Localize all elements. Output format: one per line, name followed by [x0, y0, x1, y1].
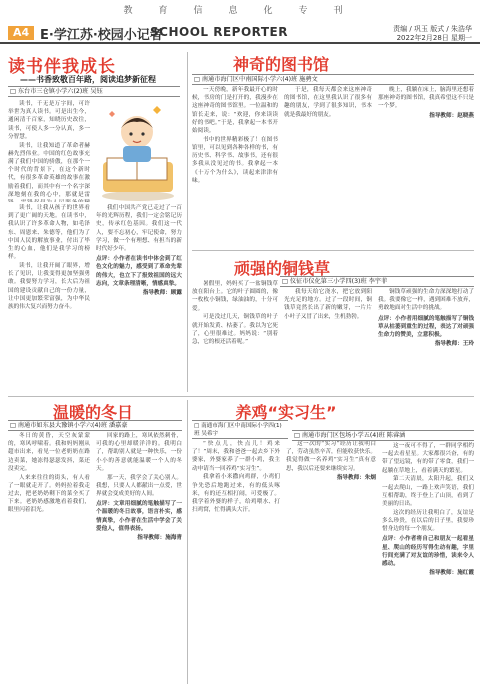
teacher-signature: 指导教师：朱炯: [336, 474, 376, 481]
article-byline: □ 南通市海门区包场小学五(4)班 陈睿涵: [292, 430, 474, 441]
paragraph: 冬日的黄昏，天空灰蒙蒙的，寒风呼啸着。我和妈妈刚从超市出来，看见一位老奶奶在路边卖菜，她冻得瑟瑟发抖，菜还没卖完。: [8, 433, 90, 472]
paragraph: 这一夜可不得了，一群同学相约一起去看星星。大家都很兴奋，有的带了望远镜，有的带了零食，我们一起躺在草地上，看着满天的繁星。: [382, 443, 474, 474]
column-divider: [187, 400, 188, 684]
paragraph: 第二天清晨，太阳升起，我们又一起去爬山，一路上欢声笑语，我们互相帮助，终于登上了山顶，看到了美丽的日出。: [382, 476, 474, 508]
article-subtitle: ——书香致敬百年路，阅读追梦新征程: [20, 75, 156, 84]
paragraph: 我每天给它浇水，把它放到阳光充足的地方。过了一段时间，铜钱草竟然长出了新的嫩芽，一片片小叶子又冒了出来，生机勃勃。: [284, 289, 372, 320]
article-3-column-2: [96, 432, 182, 684]
editor-line: 责编 / 巩玉 版式 / 朱浩华: [393, 25, 472, 33]
teacher-signature: 指导教师：王玲: [434, 341, 474, 348]
date-line: 2022年2月28日 星期一: [396, 34, 472, 42]
paragraph: “快点儿，快点儿！鸡来了！”周末，我和爸爸一起去乡下外婆家，外婆家养了一群小鸡，我主动申请当一回养鸡“实习生”。: [192, 441, 280, 472]
page-number-badge: A4: [8, 26, 34, 40]
paragraph: 读书，让我开阔了眼界，增长了见识，让我变得更加坚强勇敢。我要努力学习，长大后为祖国的建设贡献自己的一份力量，让中国更加繁荣富强，为中华民族的伟大复兴而努力奋斗。: [8, 263, 90, 311]
article-1-column-1a: [8, 100, 90, 202]
paragraph: 书中的世界精彩极了！在图书馆里，可以见到各种各样的书，有历史书、科学书、故事书，还有很多我从没见过的书。我拿起一本《十万个为什么》，读起来津津有味。: [192, 136, 278, 184]
paragraph: 读书，让我知道了革命者赫赫先烈伟业。中国的红色故事充满了我们中国的骄傲，在那个一个时代的背景下，在这个新时代，有很多革命英雄的故事在激励着我们，而其中有一个名字深深地刻在我的心中，那就是雷: [8, 142, 90, 198]
paragraph: 晚上，我躺在床上，脑海里还想着那座神奇的图书馆，我真希望这不只是一个梦。: [378, 87, 474, 110]
article-byline: □ 仪征市仪化第三小学四(3)班 李宇菲: [280, 276, 474, 287]
article-byline: □ 南通市海门区中南国际小学六(4)班 施骋文: [192, 74, 474, 85]
paragraph: 人来来往往的街头，有人看了一眼就走开了。妈妈拉着我走过去，把老奶奶剩下的菜全买了下来。老奶奶感激地看着我们，眼里闪着泪光。: [8, 474, 90, 514]
slogan: 教 育 信 息 化 专 刊: [123, 6, 357, 16]
article-title: 温暖的冬日: [52, 403, 133, 422]
paragraph: 暑假里，妈妈买了一盆铜钱草放在阳台上。它的叶子圆圆的，像一枚枚小铜钱，绿油油的，十分可爱。: [192, 281, 278, 312]
article-3-column-1: [8, 432, 90, 684]
paragraph: 我们中国共产党已走过了一百年的光辉历程，我们一定会铭记历史，传承红色基因。我们这一代人，要不忘初心，牢记使命，努力学习，做一个有理想、有担当的新时代好少年。: [96, 205, 182, 253]
teacher-comment: 点评：小作者用细腻的笔触描写了铜钱草从枯萎到重生的过程，表达了对顽强生命力的赞美，立意积极。: [378, 315, 474, 339]
paragraph: 回家的路上，寒风依然刺骨，可我的心里却暖洋洋的。我明白了，帮助别人就是一种快乐，一份小小的善意就能温暖一个人的冬天。: [96, 433, 182, 472]
teacher-signature: 指导教师：顾露: [142, 290, 182, 297]
article-1-column-2: [96, 204, 182, 394]
article-title: 顽强的铜钱草: [233, 259, 330, 278]
article-5-column-2: [286, 440, 376, 684]
teacher-signature: 指导教师：施红霞: [429, 570, 474, 577]
paragraph: 我拿着小米撒向鸡群，小鸡们争先恐后地跑过来，有的低头啄米，有的还互相打闹，可爱极了。我学着外婆的样子，给鸡喂水、打扫鸡窝，忙得满头大汗。: [192, 474, 280, 514]
header-meta: [393, 25, 472, 43]
page-header: [0, 24, 480, 44]
paragraph: 读书，让我从孩子的世界看到了更广阔的天地。在读书中，我认识了许多革命人物，如毛泽东、周恩来、朱德等，他们为了中国人民的解放事业，付出了毕生的心血，他们是我学习的榜样。: [8, 205, 90, 261]
article-title: 养鸡“实习生”: [235, 403, 337, 422]
teacher-signature: 指导教师：施海青: [137, 535, 182, 542]
paragraph: 这一次的“实习”经历让我明白了，劳动虽然辛苦，但能收获快乐。我觉得做一名养鸡“实习生”真有意思，我以后还要来继续实习。: [286, 441, 376, 472]
article-1-column-1b: [8, 204, 90, 394]
paragraph: 那一天，我学会了关心别人。我想，只要人人都献出一点爱，世界就会变成美好的人间。: [96, 474, 182, 498]
article-2-column-1: [192, 86, 278, 246]
paragraph: 这次的经历让我明白了，友谊是多么珍贵，在以后的日子里，我要珍惜身边的每一个朋友。: [382, 509, 474, 533]
section-name: E·学江苏·校园小记者: [40, 28, 163, 43]
paragraph: 读书，千无是万字间，可许举世为真人读书。可是出生今，通闲清千百家，知晓历史改往，读书，可使人多一分认真，多一分智慧。: [8, 101, 90, 140]
article-title: 读书伴我成长: [8, 57, 116, 77]
paragraph: 一天傍晚，新年我最开心的时候，书房的门是打开的，我漫步在这座神奇的图书馆里。一位温和的馆长走来，说：“欢迎，你来读读好的书吧。”于是，我拿起一本书开始阅读。: [192, 87, 278, 135]
article-byline: □ 东台市三仓镇小学六(2)班 吴钰: [8, 86, 180, 97]
section-divider: [8, 396, 474, 397]
article-title: 神奇的图书馆: [232, 55, 329, 74]
article-byline: □ 南通市如东县大豫镇小学六(4)班 潘嘉豪: [8, 420, 182, 431]
article-6-column: [382, 442, 474, 684]
teacher-comment: 点评：小作者将自己和朋友一起看星星、爬山的经历写得生动有趣，字里行间充满了对友谊的珍惜，读来令人感动。: [382, 536, 474, 568]
article-2-column-3: [378, 86, 474, 246]
reading-child-illustration: [93, 100, 183, 202]
article-byline: □ 南通市海门区中南国际小学四(1)班 吴希宇: [192, 420, 288, 439]
article-4-column-3: [378, 288, 474, 392]
top-strip: [0, 0, 480, 22]
section-english-name: SCHOOL REPORTER: [150, 25, 288, 39]
paragraph: 铜钱草顽强的生命力深深地打动了我。我要像它一样，遇到困难不放弃，勇敢地面对生活中的挑战。: [378, 289, 474, 312]
article-4-column-1: [192, 280, 278, 392]
column-divider: [187, 52, 188, 392]
section-divider: [192, 250, 474, 251]
teacher-comment: 点评：小作者在读书中体会到了红色文化的魅力，感受到了革命先辈的伟大，也立下了报效祖国的远大志向，文章条理清晰，情感真挚。: [96, 256, 182, 287]
article-5-column-1: [192, 440, 280, 684]
article-4-column-2: [284, 288, 372, 392]
article-2-column-2: [284, 86, 372, 246]
teacher-signature: 指导教师：赵晓燕: [429, 112, 474, 119]
paragraph: 可是没过几天，铜钱草的叶子就开始发黄、枯萎了。我以为它死了，心里很难过。妈妈说：“别着急，它的根还活着呢。”: [192, 314, 278, 346]
teacher-comment: 点评：文章用细腻的笔触描写了一个温暖的冬日故事，语言朴实，感情真挚，小作者在生活中学会了关爱他人，值得表扬。: [96, 501, 182, 532]
paragraph: 于是，我每天都会来这座神奇的图书馆，在这里我认识了很多有趣的朋友，学到了很多知识，书本就是我最好的朋友。: [284, 87, 372, 118]
